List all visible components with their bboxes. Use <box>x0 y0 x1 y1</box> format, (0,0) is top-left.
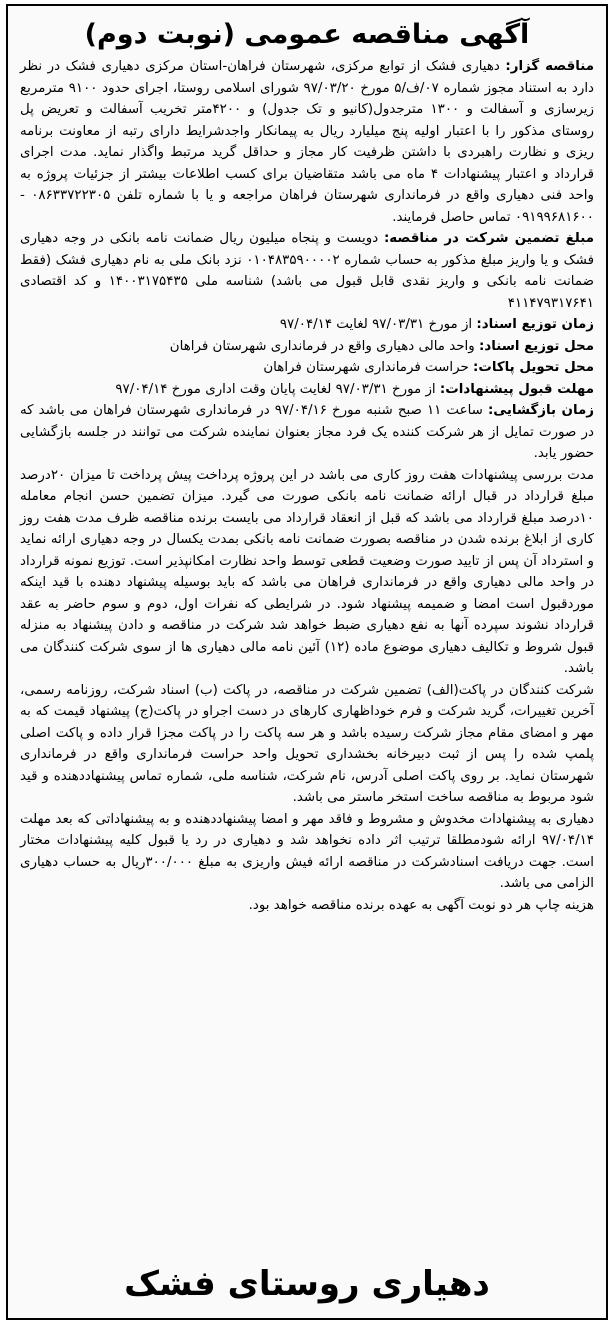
guarantee-paragraph <box>20 228 594 314</box>
doc-distribution-time-text: از مورخ ۹۷/۰۳/۳۱ لغایت ۹۷/۰۴/۱۴ <box>279 317 477 332</box>
doc-distribution-place-text: واحد مالی دهیاری واقع در فرمانداری شهرستان فراهان <box>169 338 479 354</box>
envelope-delivery-place <box>20 357 594 379</box>
tenderer-text: دهیاری فشک از توابع مرکزی، شهرستان فراهان-استان مرکزی دهیاری فشک در نظر دارد به استناد مجوز شماره ۰۷/ف/۵ مورخ ۹۷/۰۳/۲۰ شورای اسلامی روستا، اجرای حدود ۹۱۰۰ مترمربع زیرسازی و آسفالت و ۱۳۰۰ مترجدول(کانیو و تک جدول) و ۴۲۰۰متر تخریب آسفالت و تعریض پل روستای مذکور را با اعتبار اولیه پنج میلیارد ریال به پیمانکار واجدشرایط دارای رتبه از معاونت برنامه ریزی و نظارت راهبردی با داشتن ظرفیت کار مجاز و حداقل گرید مرتبط واگذار نماید. مدت اجرای قرارداد و اعتبار پیشنهادات ۴ ماه می باشد متقاضیان برای کسب اطلاعات بیشتر از جزئیات پروژه به واحد فنی دهیاری واقع در فرمانداری شهرستان فراهان مراجعه و یا با شماره تلفن ۰۸۶۳۳۷۲۲۳۰۵ - ۰۹۱۹۹۶۸۱۶۰۰ تماس حاصل فرمایند. <box>20 59 594 225</box>
envelope-delivery-label: محل تحویل پاکات: <box>473 360 594 375</box>
opening-time-text: ساعت ۱۱ صبح شنبه مورخ ۹۷/۰۴/۱۶ در فرمانداری شهرستان فراهان می باشد که در صورت تمایل از هر شرکت کننده یک فرد مجاز بعنوان نماینده شرکت می توانند در جلسه بازگشایی حضور یابد. <box>20 403 594 461</box>
doc-distribution-place-label: محل توزیع اسناد: <box>478 338 594 354</box>
guarantee-text: دویست و پنجاه میلیون ریال ضمانت نامه بانکی در وجه دهیاری فشک و یا واریز مبلغ مذکور به حساب شماره ۰۱۰۴۸۳۵۹۰۰۰۰۲ نزد بانک ملی به نام دهیاری فشک (فقط ضمانت نامه بانکی و واریز نقدی قابل قبول می باشد) شناسه ملی ۱۴۰۰۳۱۷۵۴۳۵ و کد اقتصادی ۴۱۱۴۷۹۳۱۷۶۴۱ <box>20 231 594 311</box>
notice-body <box>20 56 594 916</box>
doc-distribution-place <box>20 336 594 358</box>
tenderer-paragraph <box>20 56 594 228</box>
notice-frame <box>6 4 608 1320</box>
doc-distribution-time-label: زمان توزیع اسناد: <box>476 317 594 332</box>
envelope-delivery-text: حراست فرمانداری شهرستان فراهان <box>263 360 474 375</box>
signature-footer: دهیاری روستای فشک <box>124 1264 490 1304</box>
opening-time-label: زمان بازگشایی: <box>487 403 595 418</box>
tenderer-label: مناقصه گزار: <box>505 59 594 74</box>
review-terms-paragraph: مدت بررسی پیشنهادات هفت روز کاری می باشد در این پروژه پرداخت پیش پرداخت تا میزان ۲۰درصد مبلغ قرارداد در قبال ارائه ضمانت نامه بانکی صورت می گیرد. میزان تضمین حسن انجام معامله ۱۰درصد مبلغ قرارداد می باشد که قبل از انعقاد قرارداد می بایست برنده مناقصه ظرف مدت هفت روز کاری از ابلاغ برنده شدن در مناقصه بصورت ضمانت نامه بانکی بمدت یکسال در وجه دهیاری ارائه نماید و استرداد آن پس از تایید صورت وضعیت قطعی توسط واحد نظارت امکانپذیر است. توزیع نمونه قرارداد در واحد مالی دهیاری واقع در فرمانداری فراهان می باشد که باید بوسیله پیشنهاد دهنده با قید اینکه موردقبول است امضا و ضمیمه پیشنهاد شود. در شرایطی که نفرات اول، دوم و سوم حاضر به عقد قرارداد نشوند سپرده آنها به نفع دهیاری ضبط خواهد شد شرکت در مناقصه و دادن پیشنهاد به منزله قبول شروط و تکالیف دهیاری موضوع ماده (۱۲) آئین نامه مالی دهیاری ها از سوی شرکت کنندگان می باشد. <box>20 467 594 676</box>
doc-distribution-time <box>20 314 594 336</box>
opening-time <box>20 400 594 465</box>
notice-title: آگهی مناقصه عمومی (نوبت دوم) <box>84 19 530 50</box>
envelopes-paragraph: شرکت کنندگان در پاکت(الف) تضمین شرکت در مناقصه، در پاکت (ب) اسناد شرکت، روزنامه رسمی، آخرین تغییرات، گرید شرکت و فرم خوداظهاری کارهای در دست اجراو در پاکت(ج) پیشنهاد قیمت که به مهر و امضای مقام مجاز شرکت رسیده باشد و هر سه پاکت را در پاکت مجزا قرار داده و پاکت اصلی پلمپ شده را پس از ثبت دبیرخانه بخشداری تحویل واحد حراست فرمانداری واقع در فرمانداری شهرستان نماید. بر روی پاکت اصلی آدرس، نام شرکت، شناسه ملی، شماره تماس پیشنهاددهنده و قید شود مربوط به مناقصه ساخت استخر ماستر می باشد. <box>20 682 594 805</box>
guarantee-label: مبلغ تضمین شرکت در مناقصه: <box>383 231 595 246</box>
proposal-deadline-label: مهلت قبول پیشنهادات: <box>439 381 594 397</box>
rejection-paragraph: دهیاری به پیشنهادات مخدوش و مشروط و فاقد مهر و امضا پیشنهاددهنده و به پیشنهاداتی که بعد مهلت ۹۷/۰۴/۱۴ ارائه شودمطلقا ترتیب اثر داده نخواهد شد و دهیاری در رد یا قبول کلیه پیشنهادات مختار است. جهت دریافت اسنادشرکت در مناقصه ارائه فیش واریزی به مبلغ ۳۰۰/۰۰۰ریال به حساب دهیاری الزامی می باشد. <box>20 811 594 891</box>
notice-content <box>20 6 594 1318</box>
proposal-deadline-text: از مورخ ۹۷/۰۳/۳۱ لغایت پایان وقت اداری مورخ ۹۷/۰۴/۱۴ <box>115 381 440 397</box>
print-cost-paragraph: هزینه چاپ هر دو نوبت آگهی به عهده برنده مناقصه خواهد بود. <box>248 897 594 913</box>
proposal-deadline <box>20 379 594 401</box>
